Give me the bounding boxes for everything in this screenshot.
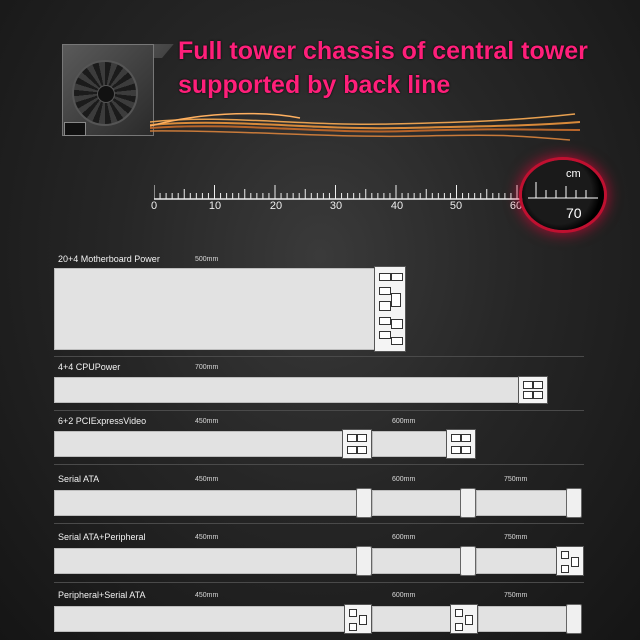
sata-connector-icon — [566, 488, 582, 518]
cable-length: 600mm — [392, 534, 416, 541]
ruler-ticks — [154, 180, 550, 200]
cable-bar-sata-peripheral-2 — [372, 548, 462, 574]
cable-bar-sata-peripheral-3 — [476, 548, 558, 574]
pcie-connector-icon — [342, 429, 372, 459]
atx-24pin-connector-icon — [374, 266, 406, 352]
cable-bar-peripheral-sata — [54, 606, 346, 632]
cable-length: 750mm — [504, 476, 528, 483]
sata-connector-icon — [356, 546, 372, 576]
ruler-label-20: 20 — [269, 200, 283, 212]
cable-length: 750mm — [504, 592, 528, 599]
pcie-connector-icon — [446, 429, 476, 459]
cable-bar-motherboard — [54, 268, 376, 350]
cable-bar-sata-3 — [476, 490, 568, 516]
cable-bar-cpu — [54, 377, 520, 403]
ruler-label-40: 40 — [390, 200, 404, 212]
cable-label-peripheral-sata: Peripheral+Serial ATA — [58, 590, 146, 600]
molex-connector-icon — [344, 604, 372, 634]
power-cables-image — [150, 100, 580, 150]
ruler-label-10: 10 — [208, 200, 222, 212]
headline-line2: supported by back line — [178, 71, 451, 99]
cpu-8pin-connector-icon — [518, 376, 548, 404]
fan-hub — [97, 85, 115, 103]
cable-bar-sata-peripheral — [54, 548, 358, 574]
ruler-label-30: 30 — [329, 200, 343, 212]
section-divider — [54, 523, 584, 524]
cable-label-cpu: 4+4 CPUPower — [58, 362, 121, 372]
cable-length: 500mm — [195, 256, 219, 263]
molex-connector-icon — [556, 546, 584, 576]
cable-length: 600mm — [392, 418, 416, 425]
sata-connector-icon — [460, 488, 476, 518]
sata-connector-icon — [460, 546, 476, 576]
ruler-label-50: 50 — [449, 200, 463, 212]
power-switch-icon — [64, 122, 86, 136]
sata-connector-icon — [566, 604, 582, 634]
sata-connector-icon — [356, 488, 372, 518]
cable-length: 750mm — [504, 534, 528, 541]
ruler-label-0: 0 — [150, 200, 158, 212]
section-divider — [54, 464, 584, 465]
cable-length: 450mm — [195, 592, 219, 599]
cable-length: 600mm — [392, 592, 416, 599]
section-divider — [54, 356, 584, 357]
section-divider — [54, 582, 584, 583]
cable-length: 450mm — [195, 418, 219, 425]
cable-bar-peripheral-sata-3 — [478, 606, 568, 632]
molex-connector-icon — [450, 604, 478, 634]
cable-bar-sata — [54, 490, 358, 516]
cable-label-pcie: 6+2 PCIExpressVideo — [58, 416, 147, 426]
cable-bar-sata-2 — [372, 490, 462, 516]
cable-length: 450mm — [195, 476, 219, 483]
cable-bar-peripheral-sata-2 — [372, 606, 452, 632]
cable-bar-pcie-2 — [372, 431, 448, 457]
ruler-label-60: 60 — [509, 200, 523, 212]
cable-length: 450mm — [195, 534, 219, 541]
cable-length: 700mm — [195, 364, 219, 371]
cable-label-sata-peripheral: Serial ATA+Peripheral — [58, 532, 146, 542]
ruler — [150, 180, 550, 220]
cable-label-motherboard: 20+4 Motherboard Power — [58, 254, 160, 264]
cable-bar-pcie — [54, 431, 344, 457]
headline — [178, 34, 618, 102]
cable-label-sata: Serial ATA — [58, 474, 100, 484]
magnifier-lens — [522, 160, 604, 230]
headline-line1: Full tower chassis of central tower — [178, 37, 588, 65]
magnifier-ticks — [522, 168, 604, 208]
magnifier-unit: cm — [566, 168, 581, 180]
cable-length: 600mm — [392, 476, 416, 483]
magnifier-value: 70 — [566, 205, 582, 221]
section-divider — [54, 410, 584, 411]
